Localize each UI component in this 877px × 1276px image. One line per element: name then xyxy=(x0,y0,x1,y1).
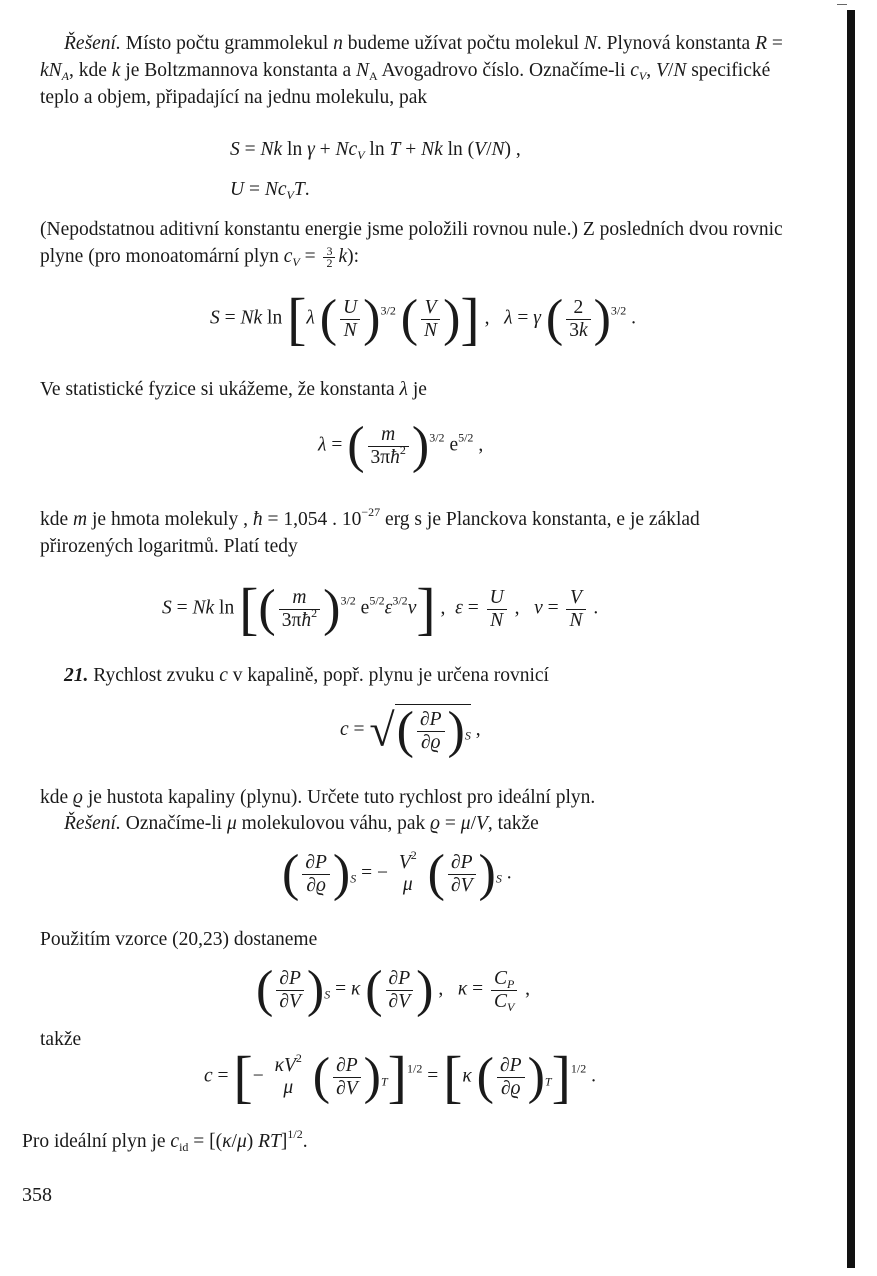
equation-entropy-final: S = Nk ln [( $\frac{m}{3\pi ħ^2}$ )$^{3/2}$ $e^{5/2}\varepsilon^{3/2}v$] , ε = $\frac{U}{N}$ , v = $\frac{V}{N}$ . xyxy=(162,576,599,641)
equation-energy: $U = Nc_VT$. xyxy=(230,179,310,202)
problem-21-solution-label: Řešení. xyxy=(64,813,121,834)
solution-paragraph-2: (Nepodstatnou aditivní konstantu energie jsme položili rovnou nule.) Z posledních dvou rovnic plyne (pro monoatomární plyn $c_V$ = $\frac{3}{2}$ k): xyxy=(40,219,783,271)
equation-sound-speed: c = √( $\frac{\partial P}{\partial ϱ}$ )$_S$ , xyxy=(340,702,481,759)
problem-21-conclusion: Pro ideální plyn je $c_{id} = [(\kappa/\mu)$ RT]$^{1/2}$. xyxy=(22,1127,308,1154)
problem-number: 21. xyxy=(64,665,89,686)
problem-21-solution-1: Řešení. Označíme-li μ molekulovou váhu, pak ϱ = μ/V, takže xyxy=(64,813,539,834)
problem-21-statement: 21. Rychlost zvuku c v kapalině, popř. plynu je určena rovnicí xyxy=(64,665,549,686)
problem-21-paragraph-4: takže xyxy=(40,1029,82,1050)
equation-lambda: λ = ( $\frac{m}{3\pi ħ^2}$ )$^{3/2}$ $e^{5/2}$ , xyxy=(318,417,484,474)
equation-dP-drho: ( $\frac{\partial P}{\partial ϱ}$ )$_S$ = − $V^2$ μ ( $\frac{\partial P}{\partial V}$ )$_S$ . xyxy=(282,845,512,902)
page-number: 358 xyxy=(22,1184,52,1206)
problem-21-paragraph-3: Použitím vzorce (20,23) dostaneme xyxy=(40,929,318,950)
problem-21-paragraph-2: kde ϱ je hustota kapaliny (plynu). Určete tuto rychlost pro ideální plyn. xyxy=(40,787,596,808)
equation-entropy-lambda: S = Nk ln [λ ( $\frac{U}{N}$ )$^{3/2}$ ( $\frac{V}{N}$ )] , λ = γ ( $\frac{2}{3k}$ )$^{3/2}$ . xyxy=(210,286,637,351)
top-edge-mark xyxy=(837,4,847,5)
equation-entropy: S = Nk $\ln \gamma + Nc_V$ ln T + Nk ln (V/N) , xyxy=(230,139,521,162)
solution-paragraph-3: Ve statistické fyzice si ukážeme, že konstanta λ je xyxy=(40,379,427,400)
equation-kappa: ( $\frac{\partial P}{\partial V}$ )$_S = \kappa$ ( $\frac{\partial P}{\partial V}$ ) , κ = $\frac{C_P}{C_V}$ , xyxy=(256,961,531,1018)
solution-paragraph-4: kde m je hmota molekuly , ħ = 1,054 . $10^{-27}$ erg s je Planckova konstanta, e je základ přirozených logaritmů. Platí tedy xyxy=(40,505,700,557)
solution-label: Řešení. xyxy=(64,33,121,54)
equation-sound-speed-result: c = [− $\kappa V^2$ μ ( $\frac{\partial P}{\partial V}$ )$_T]^{1/2} = [\kappa$ ( $\frac{\partial P}{\partial ϱ}$ )$_T]^{1/2}$ . xyxy=(204,1044,596,1109)
page-edge-bar xyxy=(847,10,855,1268)
solution-paragraph-1: Řešení. Místo počtu grammolekul n budeme užívat počtu molekul N. Plynová konstanta $R = kN_A$, kde k je Boltzmannova konstanta a $N_A$ Avogadrovo číslo. Označíme-li $c_V$, V/N specifické teplo a objem, připadající na jednu molekulu, pak xyxy=(40,33,783,108)
